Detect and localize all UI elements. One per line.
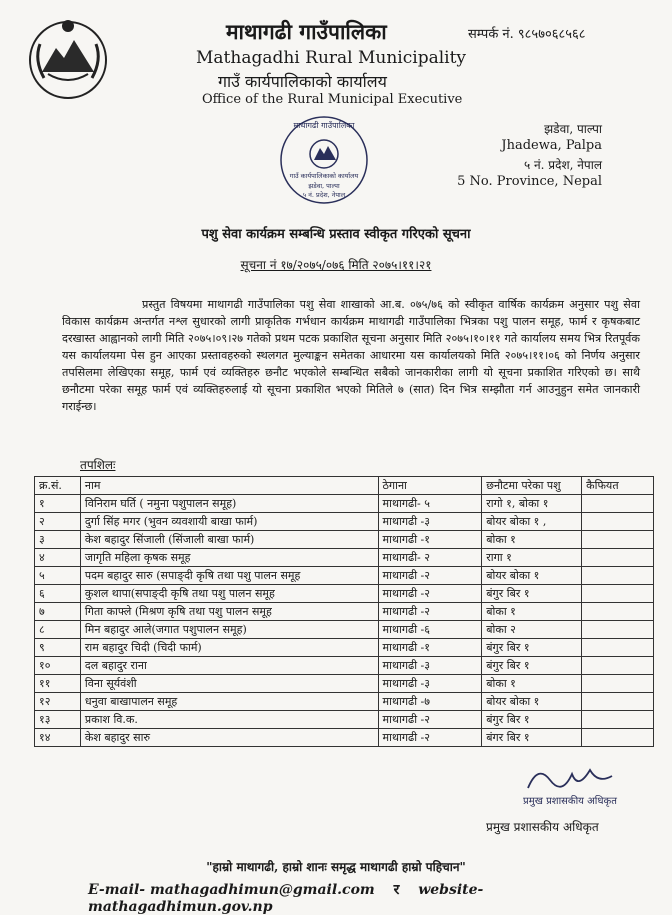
cell-animals: बोका २ bbox=[482, 621, 582, 639]
municipality-name-en: Mathagadhi Rural Municipality bbox=[196, 48, 467, 68]
table-row bbox=[35, 711, 654, 729]
table-row bbox=[35, 567, 654, 585]
cell-name: धनुवा बाखापालन समूह bbox=[80, 693, 378, 711]
cell-remarks bbox=[582, 693, 654, 711]
cell-name: विना सूर्यवंशी bbox=[80, 675, 378, 693]
signature-stamp bbox=[520, 758, 620, 808]
cell-remarks bbox=[582, 567, 654, 585]
cell-animals: रागो १, बोका १ bbox=[482, 495, 582, 513]
table-row bbox=[35, 513, 654, 531]
table-row bbox=[35, 585, 654, 603]
cell-animals: बंगुर बिर १ bbox=[482, 639, 582, 657]
cell-name: कुशल थापा(सपाङ्दी कृषि तथा पशु पालन समूह bbox=[80, 585, 378, 603]
cell-serial: १० bbox=[35, 657, 81, 675]
cell-address: माथागढी -३ bbox=[378, 657, 482, 675]
office-seal-icon bbox=[278, 114, 370, 206]
cell-address: माथागढी -३ bbox=[378, 513, 482, 531]
cell-serial: ३ bbox=[35, 531, 81, 549]
cell-remarks bbox=[582, 495, 654, 513]
nepal-emblem-icon bbox=[24, 14, 112, 102]
header-remarks: कैफियत bbox=[582, 477, 654, 495]
notice-body: प्रस्तुत विषयमा माथागढी गाउँपालिका पशु सेवा शाखाको आ.ब. ०७५/७६ को स्वीकृत वार्षिक कार्यक्रम अनुसार पशु सेवा विकास कार्यक्रम अन्तर्गत नश्ल सुधारको लागी प्राकृतिक गर्भधान कार्यक्रम माथागढी गाउँपालिका भित्रका पशु पालन समूह, फार्म र कृषकबाट दरखास्त आह्वानको लागी मिति २०७५।०९।२७ गतेको प्रथम पटक प्रकाशित सूचना अनुसार मिति २०७५।१०।११ गते कार्यालय समय भित्र रितपूर्वक यस कार्यालयमा पेस हुन आएका प्रस्तावहरुको स्थलगत मुल्याङ्कन समेतका आधारमा यस कार्यालयको मिति २०७५।११।०६ को निर्णय अनुसार तपसिलमा लेखिएका समूह, फार्म एवं व्यक्तिहरु छनौट भएकोले सम्बन्धित सबैको जानकारीका लागी यो सूचना प्रकाशित गरिएको छ। साथै छनौटमा परेका समूह फार्म एवं व्यक्तिहरुलाई यो सूचना प्रकाशित भएको मितिले ७ (सात) दिन भित्र सम्झौता गर्न आउनुहुन समेत जानकारी गराईन्छ। bbox=[62, 298, 640, 413]
cell-name: पदम बहादुर सारु (सपाङ्दी कृषि तथा पशु पालन समूह bbox=[80, 567, 378, 585]
cell-serial: १४ bbox=[35, 729, 81, 747]
footer-email: E-mail- mathagadhimun@gmail.com bbox=[88, 882, 375, 898]
details-label: तपशिलः bbox=[80, 458, 116, 472]
cell-address: माथागढी- २ bbox=[378, 549, 482, 567]
selection-table bbox=[34, 476, 654, 747]
province-en: 5 No. Province, Nepal bbox=[457, 174, 602, 189]
cell-serial: १३ bbox=[35, 711, 81, 729]
cell-serial: ६ bbox=[35, 585, 81, 603]
footer-contacts: E-mail- mathagadhimun@gmail.com र website- mathagadhimun.gov.np bbox=[88, 882, 484, 915]
footer-website: website- mathagadhimun.gov.np bbox=[88, 882, 484, 915]
office-name-np: गाउँ कार्यपालिकाको कार्यालय bbox=[218, 72, 387, 91]
office-name-en: Office of the Rural Municipal Executive bbox=[202, 92, 463, 107]
table-row bbox=[35, 549, 654, 567]
cell-name: राम बहादुर चिदी (चिदी फार्म) bbox=[80, 639, 378, 657]
stamp-text: प्रमुख प्रशासकीय अधिकृत bbox=[523, 796, 617, 807]
seal-text-b1: झडेवा, पाल्पा bbox=[308, 182, 340, 190]
cell-remarks bbox=[582, 729, 654, 747]
header-address: ठेगाना bbox=[378, 477, 482, 495]
table-row bbox=[35, 495, 654, 513]
cell-animals: बोयर बोका १ bbox=[482, 567, 582, 585]
cell-serial: २ bbox=[35, 513, 81, 531]
contact-number: सम्पर्क नं. ९८५७०६८५६८ bbox=[468, 27, 586, 42]
cell-animals: रागा १ bbox=[482, 549, 582, 567]
cell-remarks bbox=[582, 585, 654, 603]
cell-name: विनिराम घर्ति ( नमुना पशुपालन समूह) bbox=[80, 495, 378, 513]
cell-animals: बंगुर बिर १ bbox=[482, 657, 582, 675]
cell-remarks bbox=[582, 675, 654, 693]
cell-name: प्रकाश वि.क. bbox=[80, 711, 378, 729]
table-row bbox=[35, 675, 654, 693]
table-row bbox=[35, 621, 654, 639]
notice-reference: सूचना नं १७/२०७५/०७६ मिति २०७५।११।२१ bbox=[240, 258, 432, 272]
cell-name: जागृति महिला कृषक समूह bbox=[80, 549, 378, 567]
cell-animals: बोयर बोका १ bbox=[482, 693, 582, 711]
cell-address: माथागढी -२ bbox=[378, 585, 482, 603]
cell-animals: बंगर बिर १ bbox=[482, 729, 582, 747]
cell-name: केश बहादुर सारु bbox=[80, 729, 378, 747]
cell-address: माथागढी -१ bbox=[378, 531, 482, 549]
header-serial: क्र.सं. bbox=[35, 477, 81, 495]
table-row bbox=[35, 729, 654, 747]
cell-address: माथागढी -२ bbox=[378, 603, 482, 621]
seal-text-mid: गाउँ कार्यपालिकाको कार्यालय bbox=[289, 172, 359, 180]
cell-name: मिन बहादुर आले(जगात पशुपालन समूह) bbox=[80, 621, 378, 639]
table-row bbox=[35, 531, 654, 549]
cell-remarks bbox=[582, 603, 654, 621]
seal-text-b2: ५ नं. प्रदेश, नेपाल bbox=[302, 191, 346, 199]
table-header-row bbox=[35, 477, 654, 495]
cell-remarks bbox=[582, 531, 654, 549]
cell-remarks bbox=[582, 621, 654, 639]
cell-serial: ९ bbox=[35, 639, 81, 657]
cell-animals: बंगुर बिर १ bbox=[482, 585, 582, 603]
cell-address: माथागढी -३ bbox=[378, 675, 482, 693]
cell-serial: ४ bbox=[35, 549, 81, 567]
cell-name: दल बहादुर राना bbox=[80, 657, 378, 675]
cell-name: गिता काफ्ले (मिश्रण कृषि तथा पशु पालन समूह bbox=[80, 603, 378, 621]
officer-title: प्रमुख प्रशासकीय अधिकृत bbox=[486, 820, 599, 834]
cell-animals: बोका १ bbox=[482, 675, 582, 693]
notice-title: पशु सेवा कार्यक्रम सम्बन्धि प्रस्ताव स्वीकृत गरिएको सूचना bbox=[201, 227, 471, 242]
header-animals: छनौटमा परेका पशु bbox=[482, 477, 582, 495]
cell-serial: ५ bbox=[35, 567, 81, 585]
table-row bbox=[35, 693, 654, 711]
cell-address: माथागढी -७ bbox=[378, 693, 482, 711]
cell-name: दुर्गा सिंह मगर (भुवन व्यवशायी बाखा फार्म) bbox=[80, 513, 378, 531]
municipality-name-np: माथागढी गाउँपालिका bbox=[226, 19, 387, 44]
cell-animals: बोका १ bbox=[482, 603, 582, 621]
cell-name: केश बहादुर सिंजाली (सिंजाली बाखा फार्म) bbox=[80, 531, 378, 549]
cell-address: माथागढी -२ bbox=[378, 711, 482, 729]
address-np: झडेवा, पाल्पा bbox=[544, 122, 602, 136]
cell-remarks bbox=[582, 711, 654, 729]
table-row bbox=[35, 657, 654, 675]
cell-address: माथागढी -२ bbox=[378, 567, 482, 585]
cell-serial: ११ bbox=[35, 675, 81, 693]
cell-remarks bbox=[582, 513, 654, 531]
cell-serial: १२ bbox=[35, 693, 81, 711]
footer-motto: "हाम्रो माथागढी, हाम्रो शानः समृद्ध माथागढी हाम्रो पहिचान" bbox=[206, 860, 466, 874]
cell-serial: ७ bbox=[35, 603, 81, 621]
cell-address: माथागढी -६ bbox=[378, 621, 482, 639]
cell-address: माथागढी- ५ bbox=[378, 495, 482, 513]
cell-serial: १ bbox=[35, 495, 81, 513]
cell-remarks bbox=[582, 639, 654, 657]
cell-remarks bbox=[582, 657, 654, 675]
table-row bbox=[35, 639, 654, 657]
cell-address: माथागढी -१ bbox=[378, 639, 482, 657]
address-en: Jhadewa, Palpa bbox=[501, 138, 602, 153]
cell-serial: ८ bbox=[35, 621, 81, 639]
seal-text-top: माथागढी गाउँपालिका bbox=[293, 121, 355, 130]
cell-address: माथागढी -२ bbox=[378, 729, 482, 747]
cell-animals: बोका १ bbox=[482, 531, 582, 549]
header-name: नाम bbox=[80, 477, 378, 495]
cell-animals: बोयर बोका १ , bbox=[482, 513, 582, 531]
province-np: ५ नं. प्रदेश, नेपाल bbox=[523, 158, 602, 172]
table-row bbox=[35, 603, 654, 621]
cell-animals: बंगुर बिर १ bbox=[482, 711, 582, 729]
cell-remarks bbox=[582, 549, 654, 567]
